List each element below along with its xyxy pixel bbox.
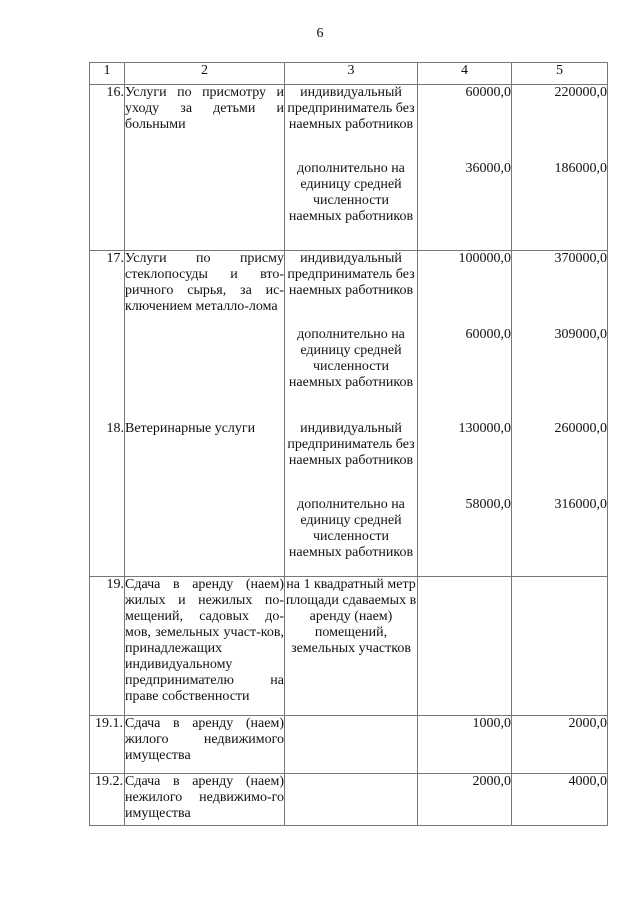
- header-col-3: 3: [285, 63, 418, 85]
- table-row: [90, 251, 608, 577]
- unit-text: индивидуальный предприниматель без наемных работников: [287, 421, 415, 468]
- value-col-5: 4000,0: [512, 774, 608, 826]
- unit-text: дополнительно на единицу средней численности наемных работников: [288, 327, 414, 390]
- unit-text: дополнительно на единицу средней численности наемных работников: [288, 497, 414, 560]
- page-number: 6: [316, 26, 324, 41]
- value-col-5: 309000,0: [554, 327, 607, 342]
- service-name: Услуги по присмотру и уходу за детьми и больными: [125, 85, 285, 251]
- table-header-row: [90, 63, 608, 85]
- value-col-5: 370000,0: [554, 251, 607, 266]
- value-col-4: 100000,0: [458, 251, 511, 266]
- service-name: Услуги по присму стеклопосуды и вто-ричного сырья, за ис-ключением металло-лома: [125, 251, 284, 314]
- service-name: Сдача в аренду (наем) нежилого недвижимо-го имущества: [125, 774, 285, 826]
- value-col-5: 260000,0: [554, 421, 607, 436]
- table-row: [90, 774, 608, 826]
- row-number: 19.: [90, 577, 125, 716]
- tariff-table: [89, 62, 608, 826]
- service-name: Сдача в аренду (наем) жилого недвижимого имущества: [125, 716, 285, 774]
- table-row: [90, 577, 608, 716]
- table-row: [90, 716, 608, 774]
- header-col-5: 5: [512, 63, 608, 85]
- row-number: 17.: [106, 251, 124, 266]
- value-col-4: 60000,0: [465, 327, 511, 342]
- table-row: [90, 85, 608, 251]
- value-col-4: 58000,0: [465, 497, 511, 512]
- header-col-1: 1: [90, 63, 125, 85]
- service-name: Ветеринарные услуги: [125, 421, 256, 436]
- value-col-4: 1000,0: [418, 716, 512, 774]
- header-col-4: 4: [418, 63, 512, 85]
- row-number: 18.: [106, 421, 124, 436]
- row-number: 16.: [90, 85, 125, 251]
- value-col-4: 2000,0: [418, 774, 512, 826]
- service-name: Сдача в аренду (наем) жилых и нежилых по-мещений, садовых до-мов, земельных участ-ков, принадлежащих индивидуальному предпринимателю на праве собственности: [125, 577, 285, 716]
- row-number: 19.2.: [90, 774, 125, 826]
- unit-text: дополнительно на единицу средней численности наемных работников: [288, 161, 414, 224]
- header-col-2: 2: [125, 63, 285, 85]
- value-col-4: 130000,0: [458, 421, 511, 436]
- unit-text: индивидуальный предприниматель без наемных работников: [287, 251, 415, 298]
- value-col-5: 186000,0: [554, 161, 607, 176]
- value-col-4: 36000,0: [465, 161, 511, 176]
- value-col-5: 316000,0: [554, 497, 607, 512]
- unit-text: индивидуальный предприниматель без наемных работников: [287, 85, 415, 132]
- value-col-5: 2000,0: [512, 716, 608, 774]
- value-col-4: 60000,0: [465, 85, 511, 100]
- row-number: 19.1.: [90, 716, 125, 774]
- unit-text: на 1 квадратный метр площади сдаваемых в аренду (наем) помещений, земельных участков: [285, 577, 418, 716]
- value-col-5: 220000,0: [554, 85, 607, 100]
